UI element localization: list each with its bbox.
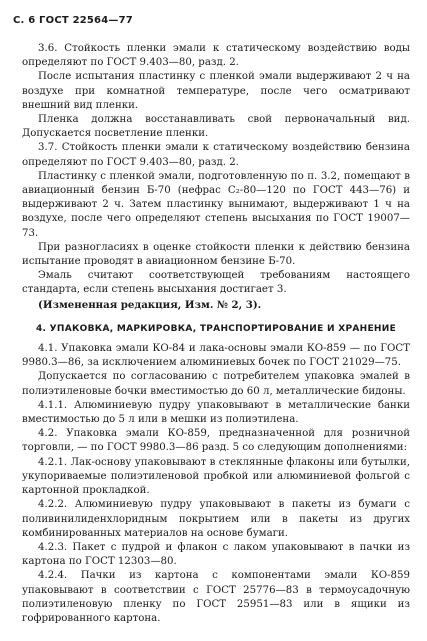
paragraph-disagreement: При разногласиях в оценке стойкости пленки к действию бензина испытание проводят в авиационном бензине Б-70. bbox=[22, 241, 410, 268]
paragraph-4-1-1: 4.1.1. Алюминиевую пудру упаковывают в металлические банки вместимостью до 5 л или в мешки из полиэтилена. bbox=[22, 399, 410, 426]
paragraph-3-6: 3.6. Стойкость пленки эмали к статическому воздействию воды определяют по ГОСТ 9.403—80, разд. 2. bbox=[22, 43, 410, 69]
paragraph-plate-petrol: Пластинку с пленкой эмали, подготовленную по п. 3.2, помещают в авиационный бензин Б-70 (нефрас С₂-80—120 по ГОСТ 443—76) и выдерживают 2 ч. Затем пластинку вынимают, выдерживают 1 ч на воздухе, после чего определяют степень высыхания по ГОСТ 19007—73. bbox=[22, 170, 410, 239]
paragraph-4-2-1: 4.2.1. Лак-основу упаковывают в стеклянные флаконы или бутылки, укупориваемые полиэтиленовой пробкой или алюминиевой фольгой с картонной прокладкой. bbox=[22, 456, 410, 497]
paragraph-3-7: 3.7. Стойкость пленки эмали к статическому воздействию бензина определяют по ГОСТ 9.403—80, разд. 2. bbox=[22, 142, 410, 168]
document-body bbox=[22, 42, 410, 626]
paragraph-4-1-allowed: Допускается по согласованию с потребителем упаковка эмалей в полиэтиленовые бочки вместимостью до 60 л, металлические бидоны. bbox=[22, 371, 410, 397]
section-4-title: 4. УПАКОВКА, МАРКИРОВКА, ТРАНСПОРТИРОВАНИЕ И ХРАНЕНИЕ bbox=[35, 323, 397, 334]
paragraph-4-2-3: 4.2.3. Пакет с пудрой и флакон с лаком упаковывают в пачки из картона по ГОСТ 12303—80. bbox=[22, 541, 410, 568]
paragraph-4-2-2: 4.2.2. Алюминиевую пудру упаковывают в пакеты из бумаги с поливинилиденхлоридным покрытием или в пакеты из других комбинированных материалов на основе бумаги. bbox=[22, 499, 410, 539]
paragraph-4-2-4: 4.2.4. Пачки из картона с компонентами эмали КО-859 упаковывают в соответствии с ГОСТ 25776—83 в термоусадочную полиэтиленовую пленку по ГОСТ 25951—83 или в ящики из гофрированного картона. bbox=[22, 570, 410, 624]
paragraph-4-2: 4.2. Упаковка эмали КО-859, предназначенной для розничной торговли, — по ГОСТ 9980.3—86 разд. 5 со следующим дополнениями: bbox=[22, 428, 410, 454]
page-header: С. 6 ГОСТ 22564—77 bbox=[13, 15, 133, 26]
paragraph-after-test: После испытания пластинку с пленкой эмали выдерживают 2 ч на воздухе при комнатной температуре, после чего осматривают внешний вид пленки. bbox=[22, 71, 410, 111]
paragraph-4-1: 4.1. Упаковка эмали КО-84 и лака-основы эмали КО-859 — по ГОСТ 9980.3—86, за исключением алюминиевых бочек по ГОСТ 21029—75. bbox=[22, 343, 410, 369]
paragraph-compliance: Эмаль считают соответствующей требованиям настоящего стандарта, если степень высыхания достигает 3. bbox=[22, 270, 410, 296]
amendment-note: (Измененная редакция, Изм. № 2, 3). bbox=[38, 298, 262, 311]
paragraph-film-restore: Пленка должна восстанавливать свой первоначальный вид. Допускается посветление пленки. bbox=[22, 114, 410, 140]
